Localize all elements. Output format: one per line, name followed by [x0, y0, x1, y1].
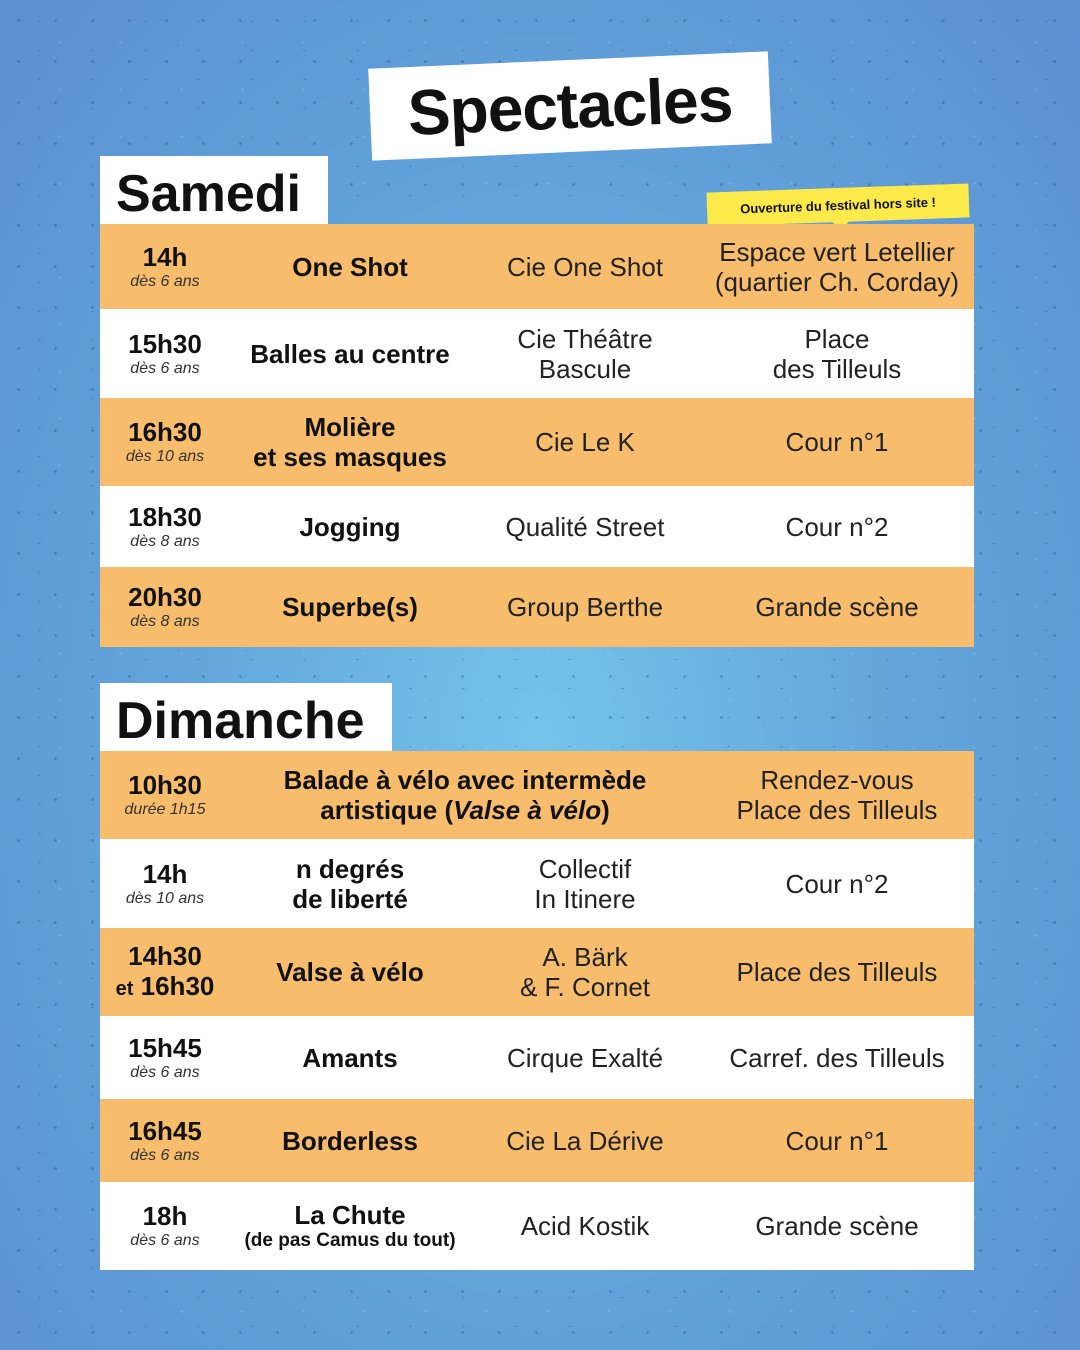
age-label: dès 6 ans [130, 1146, 200, 1164]
page-title-box [368, 51, 772, 160]
day-label-saturday: Samedi [100, 156, 328, 224]
age-label: dès 8 ans [130, 613, 200, 630]
show-subtitle: (de pas Camus du tout) [244, 1230, 456, 1251]
company-name: Collectif [538, 853, 632, 884]
show-time: 20h30 [128, 582, 202, 612]
company-name: Qualité Street [505, 511, 665, 542]
company-name-line2: & F. Cornet [519, 972, 651, 1002]
show-title-line2: et ses masques [253, 442, 447, 472]
show-title-text: artistique ( [320, 795, 454, 825]
age-label: dès 10 ans [125, 448, 205, 465]
show-title: Jogging [299, 511, 401, 542]
company-name: Acid Kostik [520, 1211, 650, 1241]
show-title: Borderless [282, 1125, 418, 1156]
duration-label: durée 1h15 [124, 801, 206, 818]
day-label-sunday: Dimanche [100, 683, 392, 751]
age-label: dès 6 ans [130, 272, 200, 290]
venue: Cour n°2 [785, 868, 889, 899]
show-title: n degrés [295, 853, 405, 884]
company-name: Cie La Dérive [506, 1125, 664, 1156]
table-row [100, 398, 974, 486]
table-row [100, 1182, 974, 1270]
venue: Espace vert Letellier [719, 236, 955, 267]
show-title: One Shot [292, 251, 408, 282]
table-row [100, 928, 974, 1016]
venue: Cour n°1 [785, 1125, 889, 1156]
venue-line2: des Tilleuls [772, 353, 902, 384]
company-name: Cirque Exalté [506, 1042, 664, 1073]
venue-detail: (quartier Ch. Corday) [714, 266, 960, 297]
show-time-second: 16h30 [140, 970, 215, 1001]
venue: Place [804, 323, 870, 354]
show-title-line2 [230, 795, 700, 825]
venue: Place des Tilleuls [736, 957, 938, 987]
show-title: Balade à vélo avec intermède [283, 765, 647, 795]
show-title: La Chute [294, 1200, 406, 1230]
show-time: 14h30 [128, 940, 202, 971]
company-name: Cie Théâtre [517, 323, 653, 354]
show-title: Molière [304, 412, 396, 442]
show-title-end: ) [601, 795, 610, 825]
age-label: dès 6 ans [130, 1232, 200, 1249]
show-time: 10h30 [128, 770, 202, 800]
age-label: dès 6 ans [130, 1063, 200, 1081]
company-name: Cie One Shot [506, 251, 664, 282]
show-time: 16h30 [128, 417, 202, 447]
table-row [100, 224, 974, 309]
festival-note-badge: Ouverture du festival hors site ! [706, 183, 969, 226]
show-time: 15h30 [128, 328, 202, 359]
sunday-schedule [100, 751, 974, 1270]
age-label: dès 6 ans [130, 359, 200, 377]
venue: Grande scène [755, 592, 919, 622]
age-label: dès 8 ans [130, 532, 200, 550]
company-name: Group Berthe [506, 592, 664, 622]
table-row [100, 751, 974, 839]
company-name: A. Bärk [542, 942, 628, 972]
table-row [100, 309, 974, 398]
show-title: Superbe(s) [282, 592, 418, 622]
table-row [100, 1016, 974, 1099]
saturday-schedule [100, 224, 974, 647]
page-title: Spectacles [406, 62, 734, 150]
company-name: Cie Le K [535, 427, 635, 457]
show-title: Amants [302, 1042, 398, 1073]
show-time: 18h [142, 1201, 188, 1231]
show-time: 14h [142, 241, 188, 272]
company-name-line2: In Itinere [534, 883, 636, 914]
show-title-italic: Valse à vélo [453, 795, 602, 825]
show-time: 14h [142, 858, 188, 889]
venue-line2: Place des Tilleuls [736, 795, 938, 825]
show-time: 15h45 [128, 1032, 202, 1063]
show-title: Valse à vélo [276, 957, 424, 987]
time-connector: et [115, 977, 134, 1000]
show-title: Balles au centre [250, 338, 450, 369]
venue: Cour n°2 [785, 511, 889, 542]
venue: Cour n°1 [785, 427, 889, 457]
company-name-line2: Bascule [538, 353, 632, 384]
table-row [100, 567, 974, 647]
venue: Rendez-vous [760, 765, 914, 795]
table-row [100, 486, 974, 567]
age-label: dès 10 ans [125, 889, 205, 907]
show-time: 18h30 [128, 501, 202, 532]
show-title-line2: de liberté [292, 883, 408, 914]
table-row [100, 839, 974, 928]
table-row [100, 1099, 974, 1182]
show-time: 16h45 [128, 1115, 202, 1146]
venue: Grande scène [755, 1211, 919, 1241]
venue: Carref. des Tilleuls [729, 1042, 945, 1073]
